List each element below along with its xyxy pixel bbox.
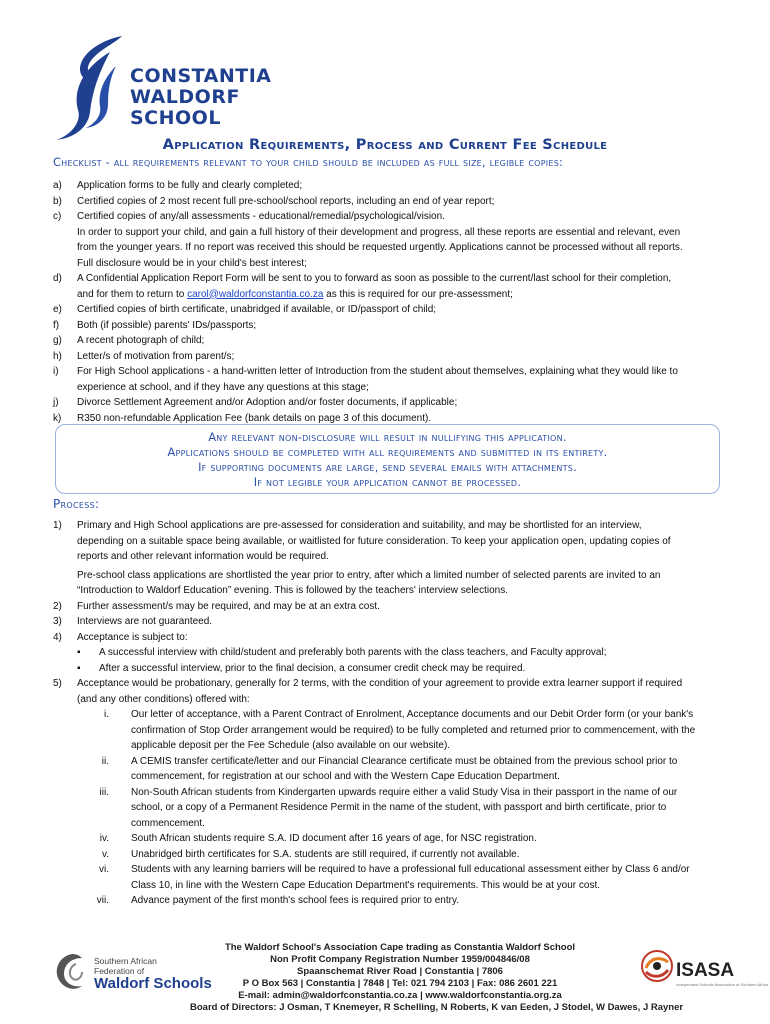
process-item-line (53, 599, 753, 615)
checklist-item-line (53, 364, 753, 380)
checklist-heading: Checklist - all requirements relevant to your child should be included as full size, legible copies: (53, 156, 564, 169)
checklist-item-line (53, 333, 753, 349)
process-item-line (53, 738, 753, 754)
process-heading: Process: (53, 497, 100, 511)
checklist-item-line (53, 271, 753, 287)
process-item-line (53, 534, 753, 550)
checklist-item-line (53, 209, 753, 225)
school-name (130, 66, 272, 129)
list-label: ▪ (77, 662, 81, 674)
list-text: Certified copies of any/all assessments - educational/remedial/psychological/vision. (77, 211, 445, 222)
list-text: A recent photograph of child; (77, 335, 205, 346)
process-item-line (53, 707, 753, 723)
footer-address (190, 942, 684, 1014)
list-label: 5) (53, 678, 62, 689)
process-item-line (53, 630, 753, 646)
list-text: confirmation of Stop Order arrangement would be required) to be fully completed and returned prior to commencement, with the (131, 724, 696, 736)
email-link[interactable]: carol@waldorfconstantia.co.za (187, 288, 324, 300)
list-label: e) (53, 304, 62, 315)
checklist-item-line (53, 225, 753, 241)
list-text: commencement, for registration at our school and with the Western Cape Education Department. (131, 771, 560, 782)
federation-line: Southern African (94, 956, 157, 966)
list-text: Primary and High School applications are pre-assessed for consideration and suitability, and may be shortlisted for an interview, (77, 520, 642, 531)
process-item-line (53, 847, 753, 863)
list-label: g) (53, 335, 62, 346)
school-name-line2: WALDORF SCHOOL (130, 86, 240, 129)
footer-line: Non Profit Company Registration Number 1959/004846/08 (270, 954, 530, 965)
notice-line: Applications should be completed with all requirements and submitted in its entirety. (167, 446, 608, 459)
federation-line: Federation of (94, 966, 145, 976)
list-label: h) (53, 350, 62, 362)
list-label: iii. (99, 786, 109, 798)
list-text: For High School applications - a hand-written letter of Introduction from the student about themselves, explaining what they would like to (77, 366, 678, 377)
process-item-line (53, 568, 753, 584)
list-text: Acceptance is subject to: (77, 631, 188, 643)
list-label: j) (53, 397, 59, 408)
process-item-line (53, 831, 753, 847)
notice-box (55, 424, 720, 494)
list-label: 3) (53, 616, 62, 627)
process-item-line (53, 614, 753, 630)
list-text: “Introduction to Waldorf Education” evening. This is followed by the teachers' interview selections. (77, 585, 509, 596)
list-text: Our letter of acceptance, with a Parent Contract of Enrolment, Acceptance documents and our Debit Order form (or your bank's (131, 709, 694, 720)
school-name-line1: CONSTANTIA (130, 65, 272, 87)
list-label: i. (104, 709, 109, 720)
list-label: vii. (96, 895, 109, 906)
list-label: c) (53, 211, 62, 222)
list-text: and for them to return to carol@waldorfconstantia.co.za as this is required for our pre-assessment; (77, 288, 513, 300)
checklist-item-line (53, 302, 753, 318)
list-text: A CEMIS transfer certificate/letter and our Financial Clearance certificate must be obtained from the previous school prior to (131, 755, 678, 767)
list-text: commencement. (131, 817, 205, 829)
isasa-subtitle: Independent Schools Association of Southern Africa (676, 982, 768, 987)
process-list (53, 518, 753, 909)
notice-line: Any relevant non-disclosure will result in nullifying this application. (208, 431, 567, 444)
checklist-item-line (53, 178, 753, 194)
federation-swirl-icon (52, 950, 92, 994)
process-item-line (53, 645, 753, 661)
notice-line: If not legible your application cannot be processed. (253, 476, 522, 489)
list-label: d) (53, 273, 62, 284)
list-text: Pre-school class applications are shortlisted the year prior to entry, after which a limited number of selected parents are invited to an (77, 569, 661, 581)
isasa-name: ISASA (676, 960, 735, 981)
federation-name-big: Waldorf Schools (94, 975, 212, 992)
checklist-item-line (53, 380, 753, 396)
list-text: Interviews are not guaranteed. (77, 616, 213, 627)
list-text: Further assessment/s may be required, and may be at an extra cost. (77, 600, 380, 612)
process-item-line (53, 769, 753, 785)
process-item-line (53, 661, 753, 677)
process-item-line (53, 723, 753, 739)
footer-line: Spaanschemat River Road | Constantia | 7806 (297, 966, 503, 977)
process-item-line (53, 692, 753, 708)
federation-name-small (94, 956, 157, 976)
list-label: vi. (99, 864, 109, 875)
process-item-line (53, 785, 753, 801)
checklist-item-line (53, 318, 753, 334)
notice-line: If supporting documents are large, send several emails with attachments. (198, 461, 577, 474)
checklist-item-line (53, 349, 753, 365)
document-title: Application Requirements, Process and Current Fee Schedule (162, 137, 608, 153)
list-text: Letter/s of motivation from parent/s; (77, 350, 235, 362)
process-item-line (53, 878, 753, 894)
list-text: Certified copies of 2 most recent full pre-school/school reports, including an end of year report; (77, 195, 495, 207)
list-label: i) (53, 366, 59, 377)
isasa-logo (640, 948, 768, 998)
list-label: iv. (99, 833, 109, 844)
list-text: applicable deposit per the Fee Schedule (also available on our website). (131, 740, 451, 751)
list-text: Advance payment of the first month's school fees is required prior to entry. (131, 895, 459, 906)
list-text: A Confidential Application Report Form will be sent to you to forward as soon as possible to the current/last school for their completion, (77, 273, 672, 284)
list-text: In order to support your child, and gain a full history of their development and progress, all these reports are essential and relevant, even (77, 226, 681, 238)
list-text: from the younger years. If no report was received this should be requested urgently. Applications cannot be processed without all reports. (77, 242, 683, 253)
checklist-item-line (53, 240, 753, 256)
checklist-item-line (53, 287, 753, 303)
list-text: experience at school, and if they have any questions at this stage; (77, 381, 369, 393)
checklist-item-line (53, 256, 753, 272)
list-text: (and any other conditions) offered with: (77, 693, 250, 705)
list-label: 1) (53, 520, 62, 531)
list-label: 4) (53, 631, 62, 643)
list-text: reports and other relevant information would be required. (77, 551, 329, 562)
process-item-line (53, 800, 753, 816)
footer-line: Board of Directors: J Osman, T Knemeyer, R Schelling, N Roberts, K van Eeden, J Stodel, W Dawes, J Rayner (190, 1002, 684, 1013)
list-text: R350 non-refundable Application Fee (bank details on page 3 of this document). (77, 412, 432, 424)
list-text: depending on a suitable space being available, or waitlisted for future consideration. To keep your application open, updating copies of (77, 535, 671, 547)
list-text: Students with any learning barriers will be required to have a professional full educational assessment either by Class 6 and/or (131, 864, 690, 875)
school-logo (52, 32, 272, 144)
process-item-line (53, 893, 753, 909)
list-label: v. (101, 848, 109, 860)
list-text: Application forms to be fully and clearly completed; (77, 180, 303, 191)
list-text: Divorce Settlement Agreement and/or Adoption and/or foster documents, if applicable; (77, 397, 458, 408)
process-item-line (53, 862, 753, 878)
list-text: South African students require S.A. ID document after 16 years of age, for NSC registration. (131, 833, 537, 844)
footer-line: The Waldorf School's Association Cape trading as Constantia Waldorf School (224, 942, 576, 953)
list-label: ▪ (77, 647, 81, 658)
list-label: 2) (53, 600, 62, 612)
list-text: Class 10, in line with the Western Cape Education Department's requirements. This would be at your cost. (131, 879, 600, 891)
list-text: Unabridged birth certificates for S.A. students are still required, if currently not available. (131, 848, 520, 860)
checklist (53, 178, 753, 426)
list-label: b) (53, 195, 62, 207)
process-item-line (53, 676, 753, 692)
checklist-item-line (53, 194, 753, 210)
list-text: school, or a copy of a Permanent Residence Permit in the name of the student, with passport and birth certificate, prior to (131, 802, 667, 813)
list-label: ii. (101, 755, 109, 767)
checklist-item-line (53, 395, 753, 411)
list-text: Non-South African students from Kindergarten upwards require either a valid Study Visa in their passport in the name of our (131, 786, 678, 798)
list-text: Both (if possible) parents' IDs/passports; (77, 319, 257, 331)
list-text: After a successful interview, prior to the final decision, a consumer credit check may be required. (99, 662, 526, 674)
list-text: A successful interview with child/student and preferably both parents with the class teachers, and Faculty approval; (99, 647, 607, 658)
federation-logo (52, 950, 212, 1000)
process-item-line (53, 518, 753, 534)
list-text: Acceptance would be probationary, generally for 2 terms, with the condition of your agreement to provide extra learner support if required (77, 678, 683, 689)
isasa-emblem-icon (640, 948, 674, 988)
footer-line: E-mail: admin@waldorfconstantia.co.za | www.waldorfconstantia.org.za (238, 990, 562, 1001)
process-item-line (53, 754, 753, 770)
list-label: a) (53, 180, 62, 191)
footer-line: P O Box 563 | Constantia | 7848 | Tel: 021 794 2103 | Fax: 086 2601 221 (242, 978, 558, 989)
process-item-line (53, 549, 753, 565)
process-item-line (53, 583, 753, 599)
list-text: Certified copies of birth certificate, unabridged if available, or ID/passport of child; (77, 304, 437, 315)
list-label: k) (53, 412, 62, 424)
process-item-line (53, 816, 753, 832)
list-text: Full disclosure would be in your child's best interest; (77, 257, 307, 269)
list-label: f) (53, 319, 60, 331)
